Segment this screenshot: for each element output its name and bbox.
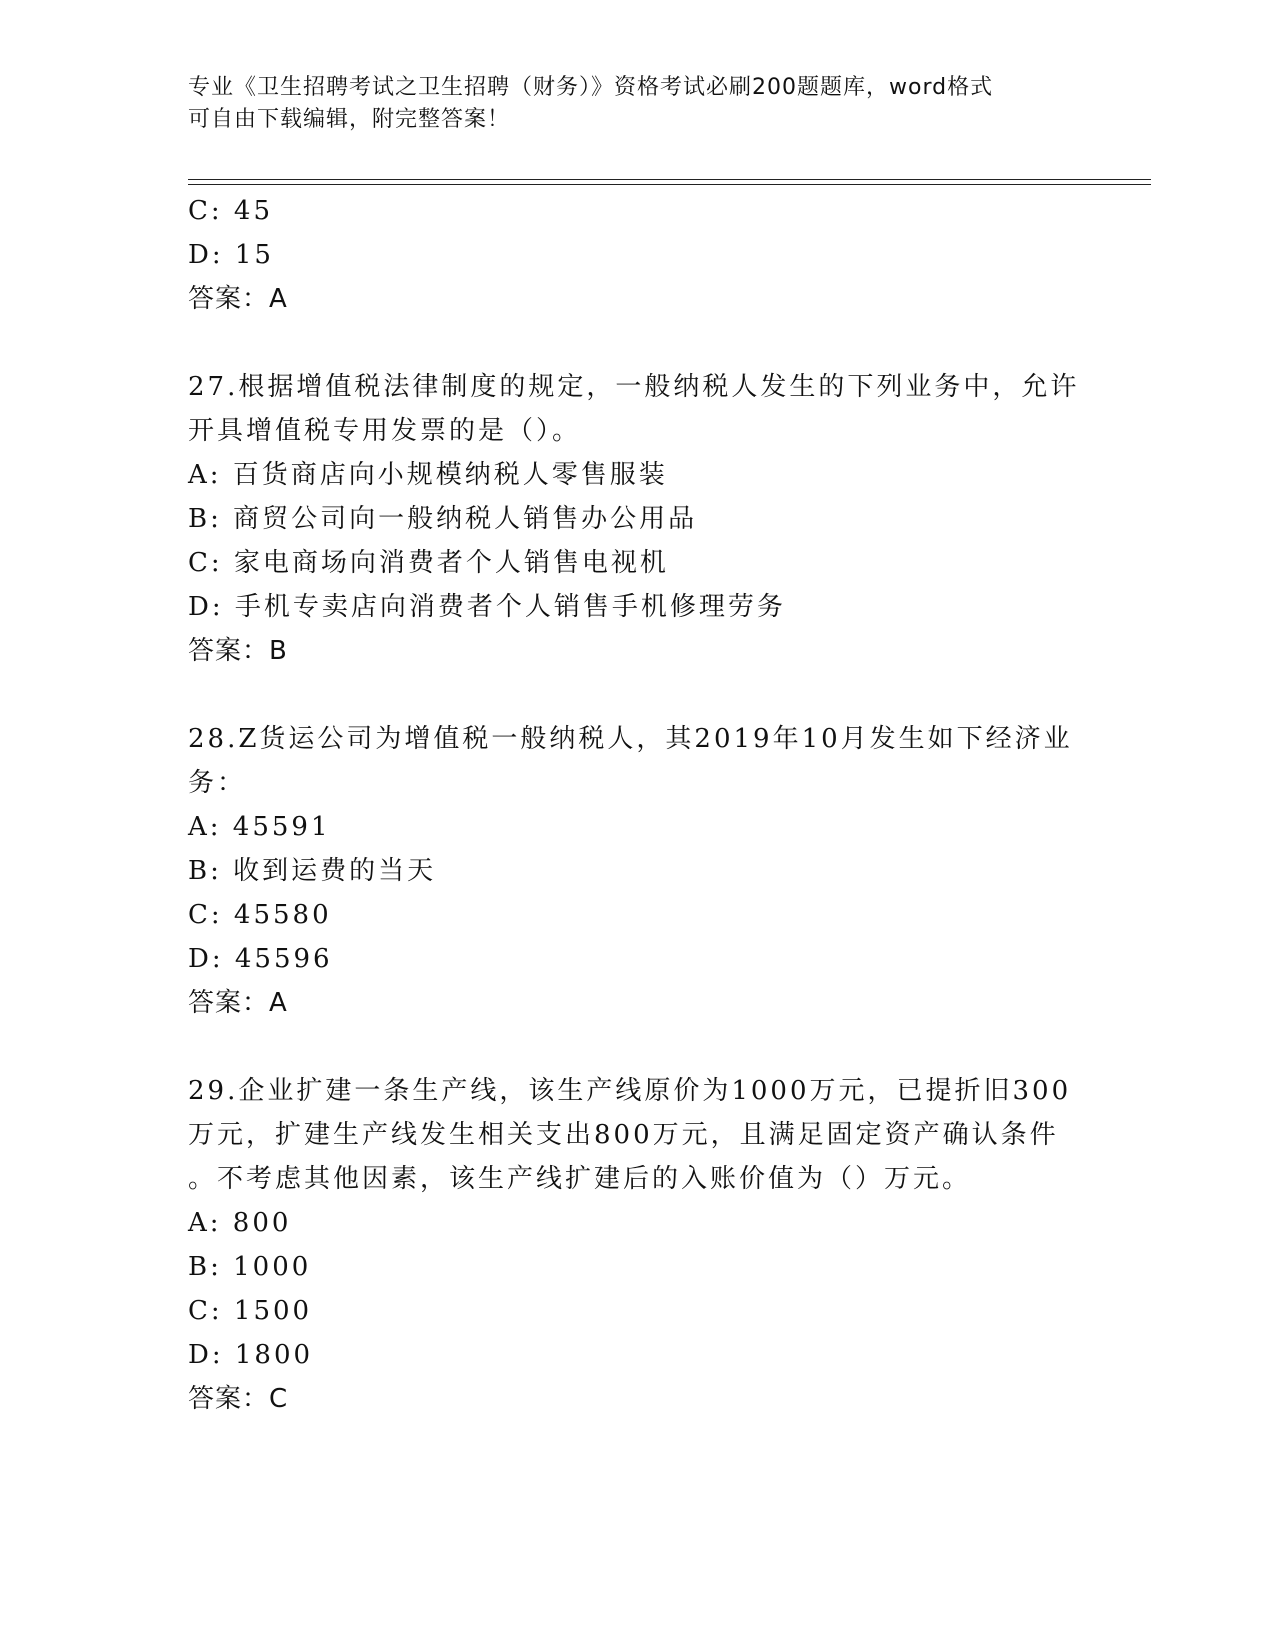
q29-option-a: A: 800 (188, 1208, 292, 1238)
prev-option-c: C: 45 (188, 196, 274, 226)
q27-option-d: D: 手机专卖店向消费者个人销售手机修理劳务 (188, 592, 786, 622)
q29-answer: 答案：C (188, 1384, 289, 1414)
q28-option-d: D: 45596 (188, 944, 333, 974)
q28-stem-line-2: 务： (188, 768, 247, 798)
header-rule-bottom (188, 184, 1151, 185)
q27-option-a: A: 百货商店向小规模纳税人零售服装 (188, 460, 668, 490)
prev-answer: 答案：A (188, 284, 288, 314)
q29-stem-line-2: 万元，扩建生产线发生相关支出800万元，且满足固定资产确认条件 (188, 1120, 1059, 1150)
q29-stem-line-3: 。不考虑其他因素，该生产线扩建后的入账价值为（）万元。 (188, 1164, 972, 1194)
header-title-line-1: 专业《卫生招聘考试之卫生招聘（财务）》资格考试必刷200题题库，word格式 (188, 75, 994, 100)
q27-stem-line-2: 开具增值税专用发票的是（）。 (188, 416, 582, 446)
q29-option-c: C: 1500 (188, 1296, 313, 1326)
q27-option-b: B: 商贸公司向一般纳税人销售办公用品 (188, 504, 698, 534)
q27-answer: 答案：B (188, 636, 288, 666)
q28-option-a: A: 45591 (188, 812, 331, 842)
q29-option-d: D: 1800 (188, 1340, 314, 1370)
q29-stem-line-1: 29.企业扩建一条生产线，该生产线原价为1000万元，已提折旧300 (188, 1076, 1072, 1106)
q28-answer: 答案：A (188, 988, 288, 1018)
q29-option-b: B: 1000 (188, 1252, 312, 1282)
q27-option-c: C: 家电商场向消费者个人销售电视机 (188, 548, 669, 578)
document-header (188, 72, 1068, 136)
prev-option-d: D: 15 (188, 240, 274, 270)
header-title-line-2: 可自由下载编辑，附完整答案！ (188, 107, 511, 132)
q28-stem-line-1: 28.Z货运公司为增值税一般纳税人，其2019年10月发生如下经济业 (188, 724, 1073, 754)
header-rule-top (188, 179, 1151, 180)
q28-option-b: B: 收到运费的当天 (188, 856, 437, 886)
q27-stem-line-1: 27.根据增值税法律制度的规定，一般纳税人发生的下列业务中，允许 (188, 372, 1080, 402)
q28-option-c: C: 45580 (188, 900, 332, 930)
